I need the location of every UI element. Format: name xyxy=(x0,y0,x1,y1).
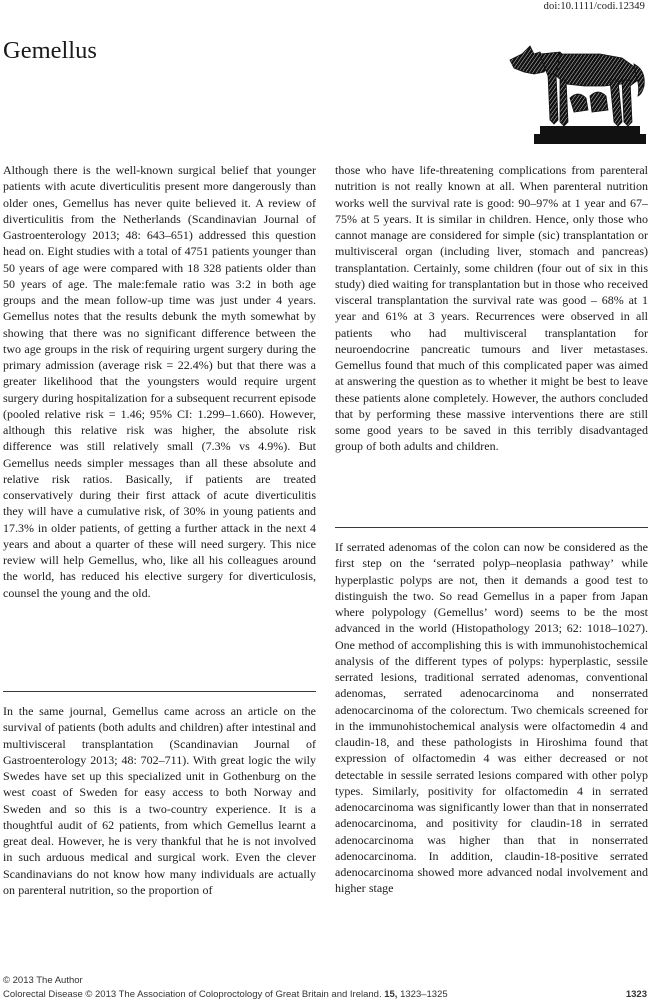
section-divider-left xyxy=(3,691,316,692)
footer-pages: 1323–1325 xyxy=(400,989,448,1000)
paragraph-diverticulitis: Although there is the well-known surgical belief that younger patients with acute diverticulitis present more dangerously than older ones, Gemellus has never quite believed it. A review of diverticulitis from the Netherlands (Scandinavian Journal of Gastroenterology 2013; 48: 643–651) addressed this question head on. Eight studies with a total of 4751 patients younger than 50 years of age were compared with 18 328 patients older than 50 years of age. The male:female ratio was 3:2 in both age groups and the mean follow-up time was just under 4 years. Gemellus notes that the results debunk the myth somewhat by showing that there was no significant difference between the two age groups in the risk of requiring urgent surgery during the primary admission (average risk = 22.4%) but that there was a greater likelihood that the youngsters would require urgent surgery during hospitalization for a subsequent recurrent episode (pooled relative risk = 1.46; 95% CI: 1.299–1.660). However, although this relative risk was higher, the absolute risk difference was still relatively small (7.3% vs 4.9%). But Gemellus needs simpler messages than all these absolute and relative risk ratios. Basically, if patients are treated conservatively during their first attack of acute diverticulitis they will have a cumulative risk, of 30% in young patients and 17.3% in older patients, of getting a further attack in the next 4 years and about a quarter of these will need surgery. This nice review will help Gemellus, who, like all his colleagues around the world, has reduced his elective surgery for diverticulosis, counsel the young and the old. xyxy=(3,163,316,600)
paragraph-transplantation: In the same journal, Gemellus came across an article on the survival of patients (both adults and children) after intestinal and multivisceral transplantation (Scandinavian Journal of Gastroenterology 2013; 48: 702–711). With great logic the wily Swedes have set up this specialized unit in Gothenburg on the west coast of Sweden for easy access to both Norway and Sweden and so this is a two-country experience. It is a thoughtful audit of 62 patients, from which Gemellus learnt a great deal. However, he is very thankful that he is not involved in such arduous medical and surgical work. Even the clever Scandinavians do not know how many individuals are actually on parenteral nutrition, so the proportion of xyxy=(3,704,316,897)
paragraph-serrated-adenomas: If serrated adenomas of the colon can now be considered as the first step on the ‘serrated polyp–neoplasia pathway’ while hyperplastic polyps are not, then it demands a good test to distinguish the two. So read Gemellus in a paper from Japan where polypology (Gemellus’ word) seems to be the most advanced in the world (Histopathology 2013; 62: 1018–1027). One method of accomplishing this is with immunohistochemical analysis of the different types of polyps: hyperplastic, sessile serrated lesions, traditional serrated adenomas, conventional adenomas, serrated adenocarcinoma and nonserrated adenocarcinoma of the colorectum. Two chemicals screened for in the immunohistochemical analysis were olfactomedin 4 and claudin-18, and these pathologists in Hiroshima found that expression of olfactomedin 4 was either decreased or not detectable in sessile serrated lesions compared with other polyp types. Similarly, positivity for olfactomedin 4 in serrated adenocarcinoma was significantly lower than that in nonserrated adenocarcinoma, and positivity for claudin-18 in serrated adenocarcinoma was higher than that in nonserrated adenocarcinoma. In addition, claudin-18-positive serrated adenocarcinoma showed more advanced nodal involvement and higher stage xyxy=(335,540,648,896)
article-text-column-left-top xyxy=(3,162,316,601)
she-wolf-emblem-icon xyxy=(504,40,648,152)
article-text-column-right-top xyxy=(335,162,648,455)
footer-journal: Colorectal Disease © 2013 The Association of Coloproctology of Great Britain and Ireland. xyxy=(3,989,382,1000)
section-divider-right xyxy=(335,527,648,528)
paragraph-transplantation-continued: those who have life-threatening complications from parenteral nutrition is not really known at all. When parenteral nutrition works well the survival rate is good: 90–97% at 1 year and 67–75% at 5 years. It is similar in children. Hence, only those who cannot manage are considered for simple (sic) transplantation or multivisceral organ (including liver, stomach and pancreas) transplantation. Certainly, some children (four out of six in this study) died waiting for transplantation but in those who received visceral transplantation the survival rate was good – 68% at 1 year and 61% at 3 years. Recurrences were observed in all patients who had multivisceral transplantation for neuroendocrine pancreatic tumours and liver metastases. Gemellus found that much of this complicated paper was aimed at answering the question as to whether it might be best to leave these patients alone completely. However, the authors concluded that by performing these massive interventions there are still some good years to be saved in this terribly disadvantaged group of both adults and children. xyxy=(335,163,648,454)
article-text-column-left-bottom xyxy=(3,703,316,898)
page-title: Gemellus xyxy=(3,37,97,64)
footer-copyright: © 2013 The Author xyxy=(3,975,83,986)
footer-volume: 15, xyxy=(384,989,398,1000)
doi-header: doi:10.1111/codi.12349 xyxy=(543,1,645,12)
footer-citation xyxy=(3,989,647,1000)
page-number: 1323 xyxy=(625,989,647,1000)
article-text-column-right-bottom xyxy=(335,539,648,897)
